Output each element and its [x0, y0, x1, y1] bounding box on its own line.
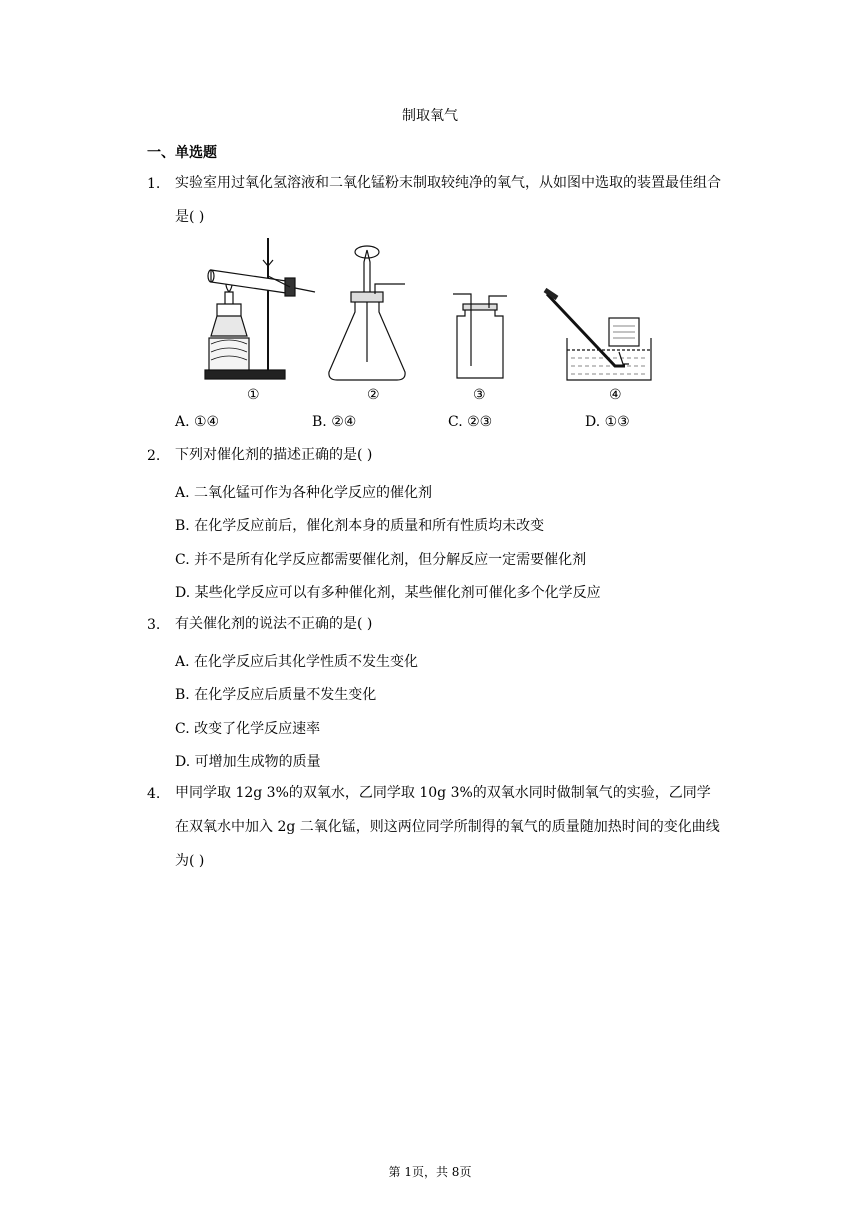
- section-heading: 一、单选题: [147, 145, 217, 161]
- q1-option-c[interactable]: C. ②③: [448, 414, 493, 430]
- q2-option-b[interactable]: B. 在化学反应前后，催化剂本身的质量和所有性质均未改变: [175, 518, 545, 534]
- question-4-text: 甲同学取 12g 3%的双氧水，乙同学取 10g 3%的双氧水同时做制氧气的实验，乙同学在双氧水中加入 2g 二氧化锰，则这两位同学所制得的氧气的质量随加热时间的变化曲线为( ): [175, 785, 720, 869]
- figure-label-1: ①: [247, 387, 260, 403]
- q2-option-a[interactable]: A. 二氧化锰可作为各种化学反应的催化剂: [175, 485, 433, 501]
- question-3-text: 有关催化剂的说法不正确的是( ): [175, 616, 373, 632]
- q1-option-a[interactable]: A. ①④: [175, 414, 220, 430]
- question-2-text: 下列对催化剂的描述正确的是( ): [175, 447, 373, 463]
- apparatus-3-gas-bottle: [453, 294, 507, 378]
- question-4-number: 4.: [147, 786, 161, 802]
- figure-label-4: ④: [609, 387, 622, 403]
- q3-option-a[interactable]: A. 在化学反应后其化学性质不发生变化: [175, 654, 419, 670]
- apparatus-2-flask-funnel: [329, 246, 405, 380]
- apparatus-figure: [195, 232, 675, 404]
- q2-option-c[interactable]: C. 并不是所有化学反应都需要催化剂，但分解反应一定需要催化剂: [175, 552, 587, 568]
- q2-option-d[interactable]: D. 某些化学反应可以有多种催化剂，某些催化剂可催化多个化学反应: [175, 585, 601, 601]
- q1-option-d[interactable]: D. ①③: [585, 414, 630, 430]
- q3-option-c[interactable]: C. 改变了化学反应速率: [175, 721, 321, 737]
- question-1-number: 1.: [147, 176, 161, 192]
- apparatus-1-heating-setup: [205, 238, 315, 379]
- question-1-text: 实验室用过氧化氢溶液和二氧化锰粉末制取较纯净的氧气，从如图中选取的装置最佳组合是( ): [175, 175, 721, 225]
- question-2-number: 2.: [147, 448, 161, 464]
- question-3-number: 3.: [147, 617, 161, 633]
- q1-option-b[interactable]: B. ②④: [312, 414, 357, 430]
- q3-option-b[interactable]: B. 在化学反应后质量不发生变化: [175, 687, 377, 703]
- page-footer: 第 1页，共 8页: [388, 1165, 472, 1179]
- page-title: 制取氧气: [402, 108, 458, 124]
- apparatus-4-water-trough: [545, 290, 651, 380]
- q3-option-d[interactable]: D. 可增加生成物的质量: [175, 754, 321, 770]
- figure-label-2: ②: [367, 387, 380, 403]
- figure-label-3: ③: [473, 387, 486, 403]
